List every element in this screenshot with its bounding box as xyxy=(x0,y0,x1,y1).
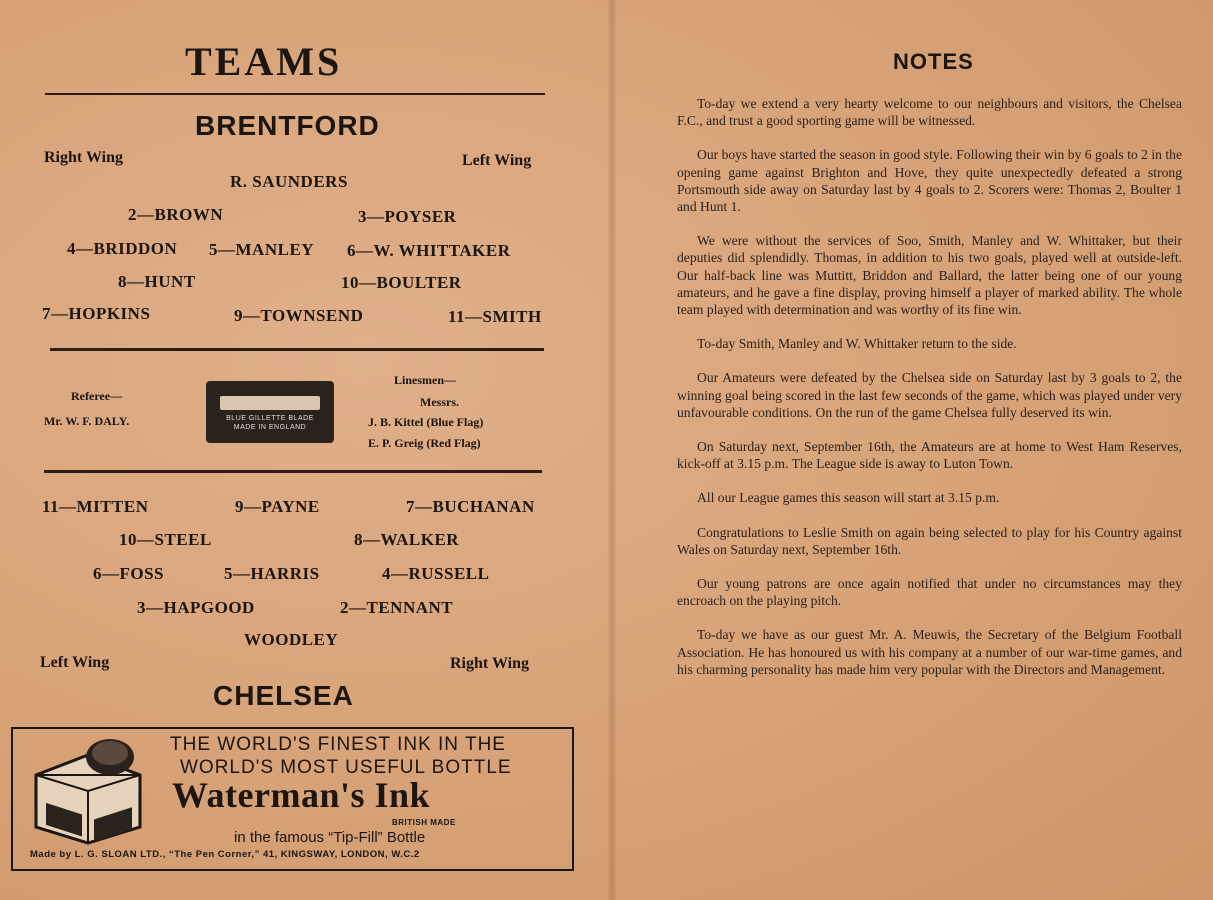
away-inside-right: 8—WALKER xyxy=(354,530,460,549)
notes-paragraph: We were without the services of Soo, Smith, Manley and W. Whittaker, but their deputies did splendidly. Thomas, in addition to his two goals, played well at outside-left. Our half-back line was Muttitt, Briddon and Ballard, the latter being one of our young amateurs, and he gave a fine display, proving himself a player of marked ability. The whole team played with determination and was worthy of its fine win. xyxy=(677,233,1182,318)
notes-paragraph: All our League games this season will start at 3.15 p.m. xyxy=(697,490,1000,506)
home-half-back-right: 6—W. WHITTAKER xyxy=(347,241,511,260)
home-forward-centre: 9—TOWNSEND xyxy=(234,306,364,325)
home-back-right: 3—POYSER xyxy=(358,207,457,226)
ad-british-made: BRITISH MADE xyxy=(392,818,456,827)
away-forward-centre: 9—PAYNE xyxy=(235,497,320,516)
away-goalkeeper: WOODLEY xyxy=(244,630,339,649)
divider-middle-lower xyxy=(44,470,542,473)
divider-middle-upper xyxy=(50,348,544,351)
home-forward-left: 7—HOPKINS xyxy=(42,304,151,323)
away-forward-right: 7—BUCHANAN xyxy=(406,497,535,516)
linesman-one: J. B. Kittel (Blue Flag) xyxy=(368,415,484,429)
away-back-left: 3—HAPGOOD xyxy=(137,598,255,617)
home-half-back-centre: 5—MANLEY xyxy=(209,240,315,259)
ad-brand: Waterman's Ink xyxy=(172,775,431,815)
divider-top xyxy=(45,93,545,95)
blade-slot xyxy=(220,396,320,410)
away-team-name: CHELSEA xyxy=(213,680,354,711)
notes-paragraph: To-day we extend a very hearty welcome to our neighbours and visitors, the Chelsea F.C., and trust a good sporting game will be witnessed. xyxy=(677,96,1182,129)
notes-paragraph: On Saturday next, September 16th, the Amateurs are at home to West Ham Reserves, kick-off at 3.15 p.m. The League side is away to Luton Town. xyxy=(677,439,1182,472)
away-half-back-right: 4—RUSSELL xyxy=(382,564,490,583)
away-left-wing: Left Wing xyxy=(40,654,110,671)
ad-tagline: in the famous “Tip-Fill” Bottle xyxy=(234,829,426,846)
notes-paragraph: Our Amateurs were defeated by the Chelsea side on Saturday last by 3 goals to 2, the winning goal being scored in the last few seconds of the game, which was played under very unfavourable conditions. On the run of the game Chelsea fully deserved its win. xyxy=(677,370,1182,420)
linesmen-messrs: Messrs. xyxy=(420,395,459,409)
page-fold xyxy=(607,0,617,900)
blade-text-sub: MADE IN ENGLAND xyxy=(233,424,307,431)
ad-headline-2: WORLD'S MOST USEFUL BOTTLE xyxy=(180,757,512,778)
razor-blade-emblem xyxy=(206,381,334,443)
home-team-name: BRENTFORD xyxy=(195,110,380,141)
away-right-wing: Right Wing xyxy=(450,655,529,672)
home-left-wing: Left Wing xyxy=(462,152,532,169)
home-right-wing: Right Wing xyxy=(44,149,123,166)
notes-paragraph: Our young patrons are once again notified that under no circumstances may they encroach on the playing pitch. xyxy=(677,576,1182,609)
teams-title: TEAMS xyxy=(185,39,343,84)
referee-label: Referee— xyxy=(71,389,123,403)
notes-title: NOTES xyxy=(893,49,974,74)
home-goalkeeper: R. SAUNDERS xyxy=(230,172,348,191)
home-half-back-left: 4—BRIDDON xyxy=(67,239,178,258)
away-forward-left: 11—MITTEN xyxy=(42,497,149,516)
ad-headline-1: THE WORLD'S FINEST INK IN THE xyxy=(170,734,506,755)
away-half-back-left: 6—FOSS xyxy=(93,564,165,583)
home-inside-left: 8—HUNT xyxy=(118,272,196,291)
notes-paragraph: Congratulations to Leslie Smith on again being selected to play for his Country against Wales on Saturday next, September 16th. xyxy=(677,524,1182,557)
notes-paragraph: Our boys have started the season in good style. Following their win by 6 goals to 2 in the opening game against Brighton and Hove, they quite unexpectedly defeated a strong Portsmouth side away on Saturday last by 4 goals to 2. Scorers were: Thomas 2, Boulter 1 and Hunt 1. xyxy=(677,147,1182,215)
home-forward-right: 11—SMITH xyxy=(448,307,542,326)
ink-bottle-icon xyxy=(28,735,146,845)
away-half-back-centre: 5—HARRIS xyxy=(224,564,320,583)
away-back-right: 2—TENNANT xyxy=(340,598,454,617)
blade-text: BLUE GILLETTE BLADE xyxy=(226,415,314,422)
linesmen-label: Linesmen— xyxy=(394,373,457,387)
notes-paragraph: To-day we have as our guest Mr. A. Meuwis, the Secretary of the Belgium Football Association. He has honoured us with his company at a number of our war-time games, and his charming personality has made him very popular with the Directors and Management. xyxy=(677,627,1182,677)
linesman-two: E. P. Greig (Red Flag) xyxy=(368,436,481,450)
notes-body xyxy=(677,95,1182,695)
notes-paragraph: To-day Smith, Manley and W. Whittaker return to the side. xyxy=(697,336,1017,352)
home-back-left: 2—BROWN xyxy=(128,205,224,224)
home-inside-right: 10—BOULTER xyxy=(341,273,462,292)
away-inside-left: 10—STEEL xyxy=(119,530,212,549)
referee-name: Mr. W. F. DALY. xyxy=(44,414,130,428)
ad-maker: Made by L. G. SLOAN LTD., “The Pen Corner,” 41, KINGSWAY, LONDON, W.C.2 xyxy=(30,849,420,860)
